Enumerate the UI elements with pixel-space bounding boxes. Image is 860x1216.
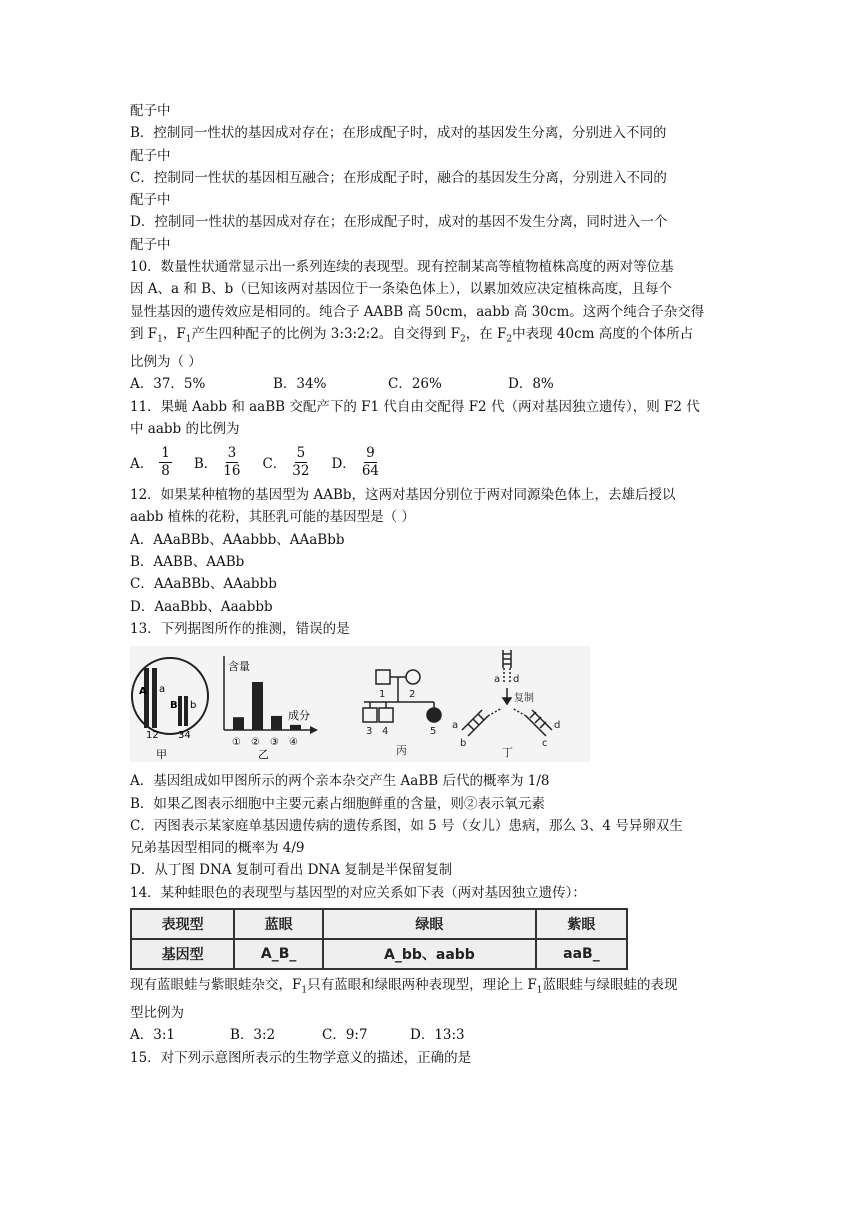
q11-option-b-fraction: $\frac{3}{16}$ [223,444,241,479]
q10-stem-3: 显性基因的遗传效应是相同的。纯合子 AABB 高 50cm，aabb 高 30cm。这两个纯合子杂交得 [130,303,705,320]
table-cell: aaB_ [536,939,627,969]
q9-option-c: C．控制同一性状的基因相互融合；在形成配子时，融合的基因发生分离，分别进入不同的 [130,169,667,186]
table-cell: 蓝眼 [234,909,323,939]
q13-option-c: C．丙图表示某家庭单基因遗传病的遗传系图，如 5 号（女儿）患病，那么 3、4 号异卵双生 [130,817,683,834]
bar-label-1: ① [232,737,241,749]
replication-label: 复制 [514,693,534,705]
exam-page [130,100,730,1069]
pedigree-number-1: 1 [379,689,386,701]
chrom-number-12: 12 [146,730,159,742]
bar-2 [252,682,263,730]
q9-option-b-cont: 配子中 [130,147,171,164]
table-row [131,909,627,939]
q11-option-a-label: A． [130,456,154,473]
strand-label-a: a [494,674,501,686]
q13-figure [130,646,590,762]
q10-option-c: C．26% [388,376,442,393]
chrom-label-a-dominant: A [139,686,147,698]
strand-label-d: d [513,674,520,686]
q15-stem: 15．对下列示意图所表示的生物学意义的描述，正确的是 [130,1049,472,1066]
q9-option-d-cont: 配子中 [130,236,171,253]
q11-option-c-fraction: $\frac{5}{32}$ [292,444,310,479]
q13-option-c-cont: 兄弟基因型相同的概率为 4/9 [130,840,305,857]
q11-option-d-fraction: $\frac{9}{64}$ [361,444,379,479]
table-cell: A_bb、aabb [323,939,536,969]
figure-bing [363,670,441,722]
label-ding: 丁 [502,746,513,760]
table-row [131,939,627,969]
bar-4 [290,725,301,730]
q11-stem-1: 11．果蝇 Aabb 和 aaBB 交配产下的 F1 代自由交配得 F2 代（两对基因独立遗传），则 F2 代 [130,398,700,415]
bar-label-3: ③ [270,737,279,749]
q14-option-c: C．9:7 [322,1027,368,1044]
strand-label-a-left: a [452,720,459,732]
q12-option-d: D．AaaBbb、Aaabbb [130,598,273,615]
q14-stem-3: 型比例为 [130,1004,184,1021]
q11-option-c-label: C． [262,456,287,473]
q10-stem-5: 比例为（ ） [130,353,202,370]
q14-option-d: D．13:3 [410,1027,465,1044]
q13-stem: 13．下列据图所作的推测，错误的是 [130,620,350,637]
chrom-label-b-recessive: b [190,700,197,712]
table-cell: A_B_ [234,939,323,969]
q14-stem-1: 14．某种蛙眼色的表现型与基因型的对应关系如下表（两对基因独立遗传）： [130,884,586,901]
figure-jia [132,658,208,761]
pedigree-number-4: 4 [382,726,389,738]
pedigree-number-5: 5 [430,726,437,738]
strand-label-b: b [460,738,467,750]
q14-stem-2: 现有蓝眼蛙与紫眼蛙杂交，$F_1$只有蓝眼和绿眼两种表现型，理论上 $F_1$蓝眼蛙与绿眼蛙的表现 [130,977,678,996]
q11-option-a-fraction: $\frac{1}{8}$ [161,444,170,479]
table-cell: 基因型 [131,939,234,969]
q9-option-c-cont: 配子中 [130,192,171,209]
q14-option-a: A．3:1 [130,1027,175,1044]
q10-option-a: A．37．5% [130,376,206,393]
q10-option-b: B．34% [273,376,327,393]
bar-3 [271,716,282,730]
pedigree-number-2: 2 [409,689,416,701]
label-jia: 甲 [156,748,167,762]
q12-stem-1: 12．如果某种植物的基因型为 AABb，这两对基因分别位于两对同源染色体上，去雄后授以 [130,487,676,504]
q11-option-b-label: B． [193,456,218,473]
bar-label-2: ② [251,737,260,749]
q10-options [130,373,730,395]
pedigree-number-3: 3 [366,726,373,738]
q12-option-a: A．AAaBBb、AAabbb、AAaBbb [130,531,345,548]
q9-option-d: D．控制同一性状的基因成对存在；在形成配子时，成对的基因不发生分离，同时进入一个 [130,214,668,231]
table-cell: 绿眼 [323,909,536,939]
strand-label-d-right: d [554,720,561,732]
q13-option-a: A．基因组成如甲图所示的两个亲本杂交产生 AaBB 后代的概率为 1/8 [130,773,550,790]
q9-option-a-tail: 配子中 [130,103,171,119]
table-cell: 紫眼 [536,909,627,939]
axis-label-content: 含量 [228,660,250,674]
q12-stem-2: aabb 植株的花粉，其胚乳可能的基因型是（ ） [130,509,415,526]
q11-options [130,440,730,484]
bar-label-4: ④ [289,737,298,749]
q12-option-c: C．AAaBBb、AAabbb [130,576,277,593]
q11-option-d-label: D． [331,456,356,473]
figure-yi [224,656,318,761]
q14-option-b: B．3:2 [230,1027,276,1044]
label-bing: 丙 [396,744,407,758]
table-cell: 表现型 [131,909,234,939]
q10-stem-1: 10．数量性状通常显示出一系列连续的表现型。现有控制某高等植物植株高度的两对等位基 [130,259,674,276]
q11-stem-2: 中 aabb 的比例为 [130,420,240,437]
q14-table [130,908,628,970]
axis-label-component: 成分 [288,709,310,723]
strand-label-c: c [542,738,548,750]
q10-stem-2: 因 A、a 和 B、b（已知该两对基因位于一条染色体上），以累加效应决定植株高度，且每个 [130,281,672,298]
figure-ding [462,650,552,736]
q13-option-d: D．从丁图 DNA 复制可看出 DNA 复制是半保留复制 [130,862,453,879]
q10-stem-4: 到 $F_1$，$F_1$产生四种配子的比例为 3:3:2:2。自交得到 $F_2$，在 $F_2$中表现 40cm 高度的个体所占 [130,325,694,345]
label-yi: 乙 [258,748,269,762]
q9-option-b: B．控制同一性状的基因成对存在；在形成配子时，成对的基因发生分离，分别进入不同的 [130,125,667,142]
q14-options [130,1024,730,1046]
q13-option-b: B．如果乙图表示细胞中主要元素占细胞鲜重的含量，则②表示氧元素 [130,795,545,812]
bar-1 [233,717,244,730]
chrom-label-b-dominant: B [170,700,178,712]
q10-option-d: D．8% [508,376,554,393]
q12-option-b: B．AABB、AABb [130,554,245,571]
chrom-number-34: 34 [178,730,191,742]
chrom-label-a-recessive: a [159,684,166,696]
